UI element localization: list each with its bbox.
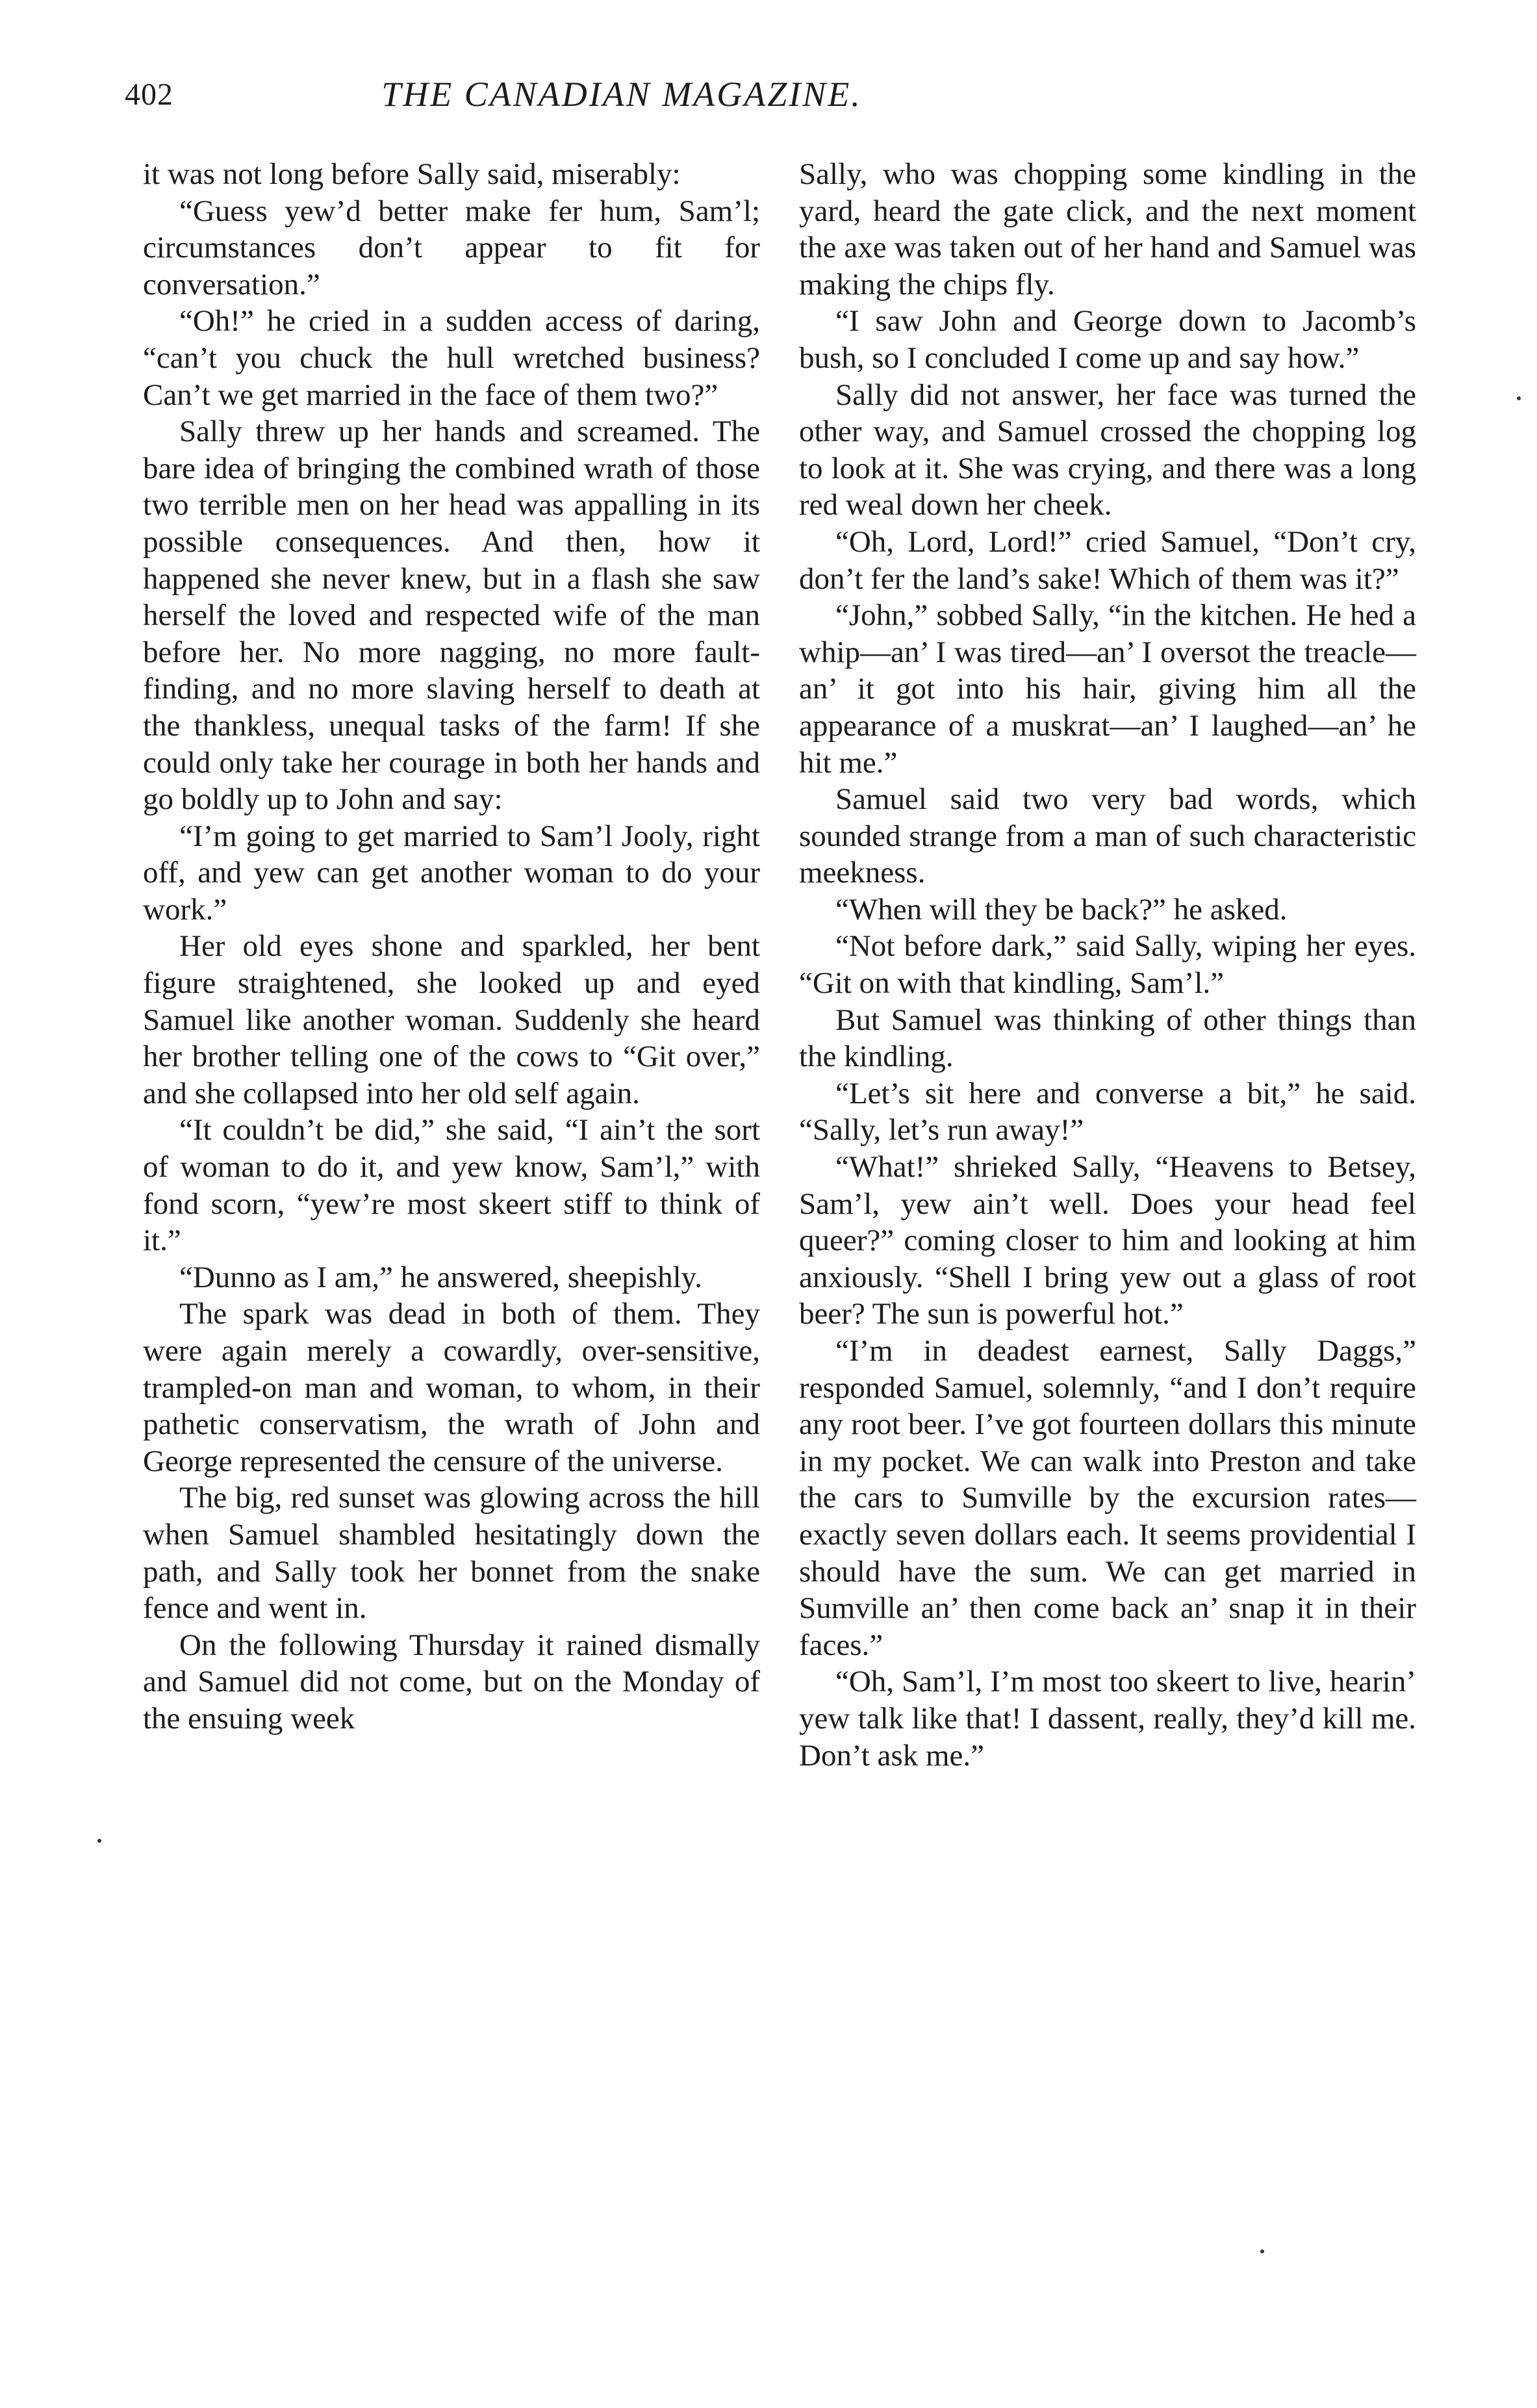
paragraph: Sally threw up her hands and screamed. The bare idea of bringing the combined wrath of those two terrible men on her head was appalling in its possible consequences. And then, how it happened she never knew, but in a flash she saw herself the loved and respected wife of the man before her. No more nagging, no more fault-finding, and no more slaving herself to death at the thankless, unequal tasks of the farm! If she could only take her courage in both her hands and go boldly up to John and say: bbox=[143, 415, 760, 817]
paragraph: “Oh, Sam’l, I’m most too skeert to live, hearin’ yew talk like that! I dassent, really, they’d kill me. Don’t ask me.” bbox=[799, 1665, 1416, 1773]
ink-speck bbox=[1260, 2249, 1264, 2253]
paragraph: “I’m in deadest earnest, Sally Daggs,” responded Samuel, solemnly, “and I don’t require any root beer. I’ve got fourteen dollars this minute in my pocket. We can walk into Preston and take the cars to Sumville by the excursion rates—exactly seven dollars each. It seems providential I should have the sum. We can get married in Sumville an’ then come back an’ snap it in their faces.” bbox=[799, 1334, 1416, 1662]
paragraph: “It couldn’t be did,” she said, “I ain’t the sort of woman to do it, and yew know, Sam’l,” with fond scorn, “yew’re most skeert stiff to think of it.” bbox=[143, 1113, 760, 1258]
paragraph: “I saw John and George down to Jacomb’s bush, so I concluded I come up and say how.” bbox=[799, 304, 1416, 375]
running-title: THE CANADIAN MAGAZINE. bbox=[381, 75, 862, 114]
paragraph: Her old eyes shone and sparkled, her bent figure straightened, she looked up and eyed Samuel like another woman. Suddenly she heard her brother telling one of the cows to “Git over,” and she collapsed into her old self again. bbox=[143, 929, 760, 1110]
paragraph: Samuel said two very bad words, which sounded strange from a man of such characteristic meekness. bbox=[799, 782, 1416, 890]
ink-speck bbox=[97, 1839, 101, 1843]
paragraph: “When will they be back?” he asked. bbox=[835, 892, 1288, 927]
paragraph: it was not long before Sally said, miserably: bbox=[143, 157, 681, 191]
paragraph: “Guess yew’d better make fer hum, Sam’l; circumstances don’t appear to fit for conversation.” bbox=[143, 194, 760, 301]
page-header bbox=[125, 68, 1080, 120]
left-column bbox=[143, 156, 760, 1737]
ink-speck bbox=[1517, 396, 1521, 400]
paragraph: Sally did not answer, her face was turned the other way, and Samuel crossed the chopping log to look at it. She was crying, and there was a long red weal down her cheek. bbox=[799, 378, 1416, 522]
right-column bbox=[799, 156, 1416, 1774]
text-columns bbox=[143, 156, 1416, 2300]
paragraph: The spark was dead in both of them. They were again merely a cowardly, over-sensitive, trampled-on man and woman, to whom, in their pathetic conservatism, the wrath of John and George represented the censure of the universe. bbox=[143, 1297, 760, 1478]
paragraph: “Let’s sit here and converse a bit,” he said. “Sally, let’s run away!” bbox=[799, 1076, 1416, 1147]
paragraph: “Oh, Lord, Lord!” cried Samuel, “Don’t cry, don’t fer the land’s sake! Which of them was it?” bbox=[799, 524, 1416, 596]
paragraph: “John,” sobbed Sally, “in the kitchen. He hed a whip—an’ I was tired—an’ I oversot the treacle—an’ it got into his hair, giving him all the appearance of a muskrat—an’ I laughed—an’ he hit me.” bbox=[799, 598, 1416, 780]
page-number: 402 bbox=[125, 77, 173, 112]
paragraph: “What!” shrieked Sally, “Heavens to Betsey, Sam’l, yew ain’t well. Does your head feel queer?” coming closer to him and looking at him anxiously. “Shell I bring yew out a glass of root beer? The sun is powerful hot.” bbox=[799, 1150, 1416, 1331]
paragraph: “Dunno as I am,” he answered, sheepishly. bbox=[179, 1260, 702, 1294]
paragraph: The big, red sunset was glowing across the hill when Samuel shambled hesitatingly down the path, and Sally took her bonnet from the snake fence and went in. bbox=[143, 1481, 760, 1626]
paragraph: “Not before dark,” said Sally, wiping her eyes. “Git on with that kindling, Sam’l.” bbox=[799, 929, 1416, 1001]
paragraph: “I’m going to get married to Sam’l Jooly, right off, and yew can get another woman to do your work.” bbox=[143, 819, 760, 927]
paragraph: On the following Thursday it rained dismally and Samuel did not come, but on the Monday of the ensuing week bbox=[143, 1628, 760, 1736]
paragraph: But Samuel was thinking of other things than the kindling. bbox=[799, 1003, 1416, 1074]
paragraph: Sally, who was chopping some kindling in the yard, heard the gate click, and the next moment the axe was taken out of her hand and Samuel was making the chips fly. bbox=[799, 157, 1416, 301]
paragraph: “Oh!” he cried in a sudden access of daring, “can’t you chuck the hull wretched business? Can’t we get married in the face of them two?” bbox=[143, 304, 760, 412]
